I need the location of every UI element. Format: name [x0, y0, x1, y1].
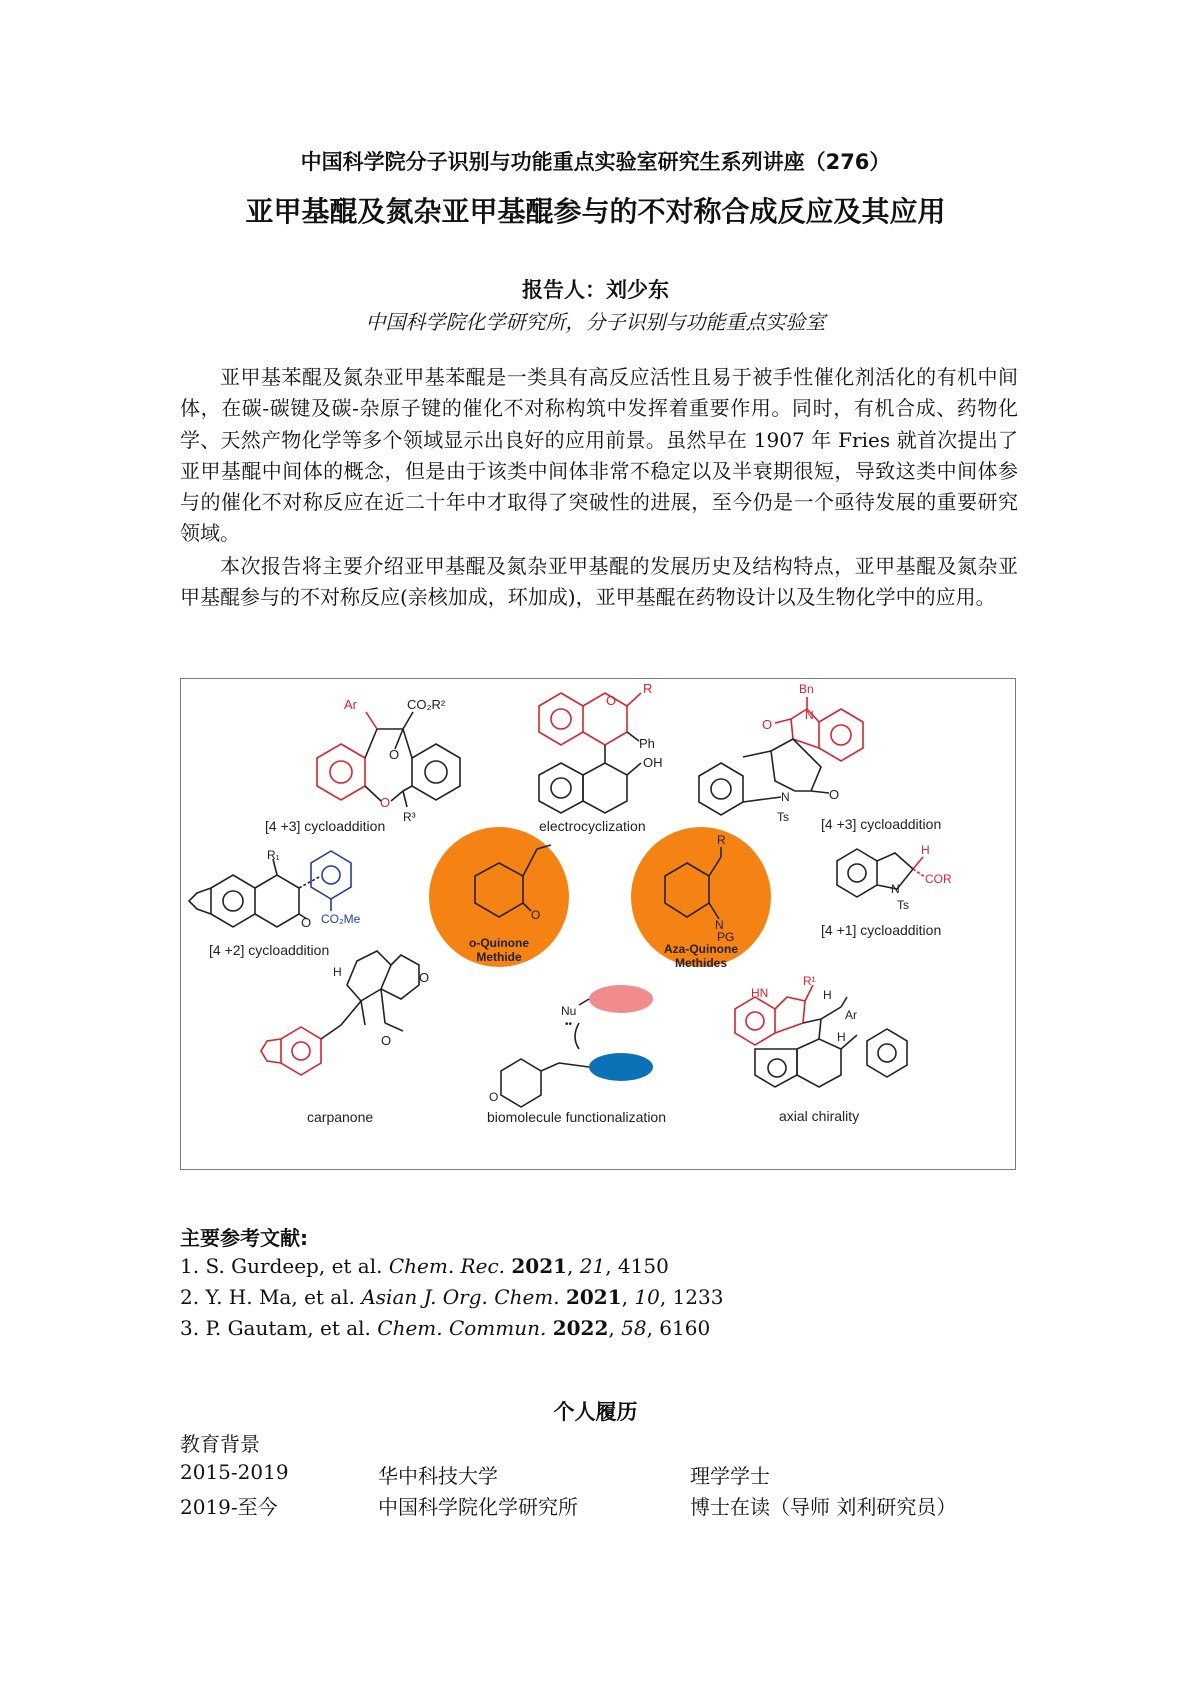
atom-o-carpanone-ketone: O — [419, 970, 430, 985]
atom-o-pqm: O — [489, 1090, 499, 1104]
atom-r1: R₁ — [267, 848, 280, 862]
biomolecule-pink-shape — [589, 985, 653, 1013]
atom-o-lactone: O — [301, 915, 312, 930]
label-4-3-left: [4 +3] cycloaddition — [265, 818, 386, 834]
ref-pages: 6160 — [659, 1316, 711, 1340]
structure-axial — [735, 985, 907, 1087]
aza-label-line2: Methides — [674, 956, 728, 970]
oqm-label-line2: Methide — [476, 950, 522, 964]
ref-pages: 4150 — [617, 1254, 669, 1278]
structure-4-1 — [837, 849, 925, 897]
edu-period-1: 2015-2019 — [180, 1460, 289, 1484]
cv-title: 个人履历 — [553, 1400, 638, 1424]
edu-degree-1: 理学学士 — [690, 1464, 770, 1488]
atom-o-carpanone-ring: O — [381, 1033, 392, 1048]
ref-volume: 21 — [579, 1254, 606, 1278]
ref-journal: Chem. Rec. — [388, 1254, 505, 1278]
reaction-overview-figure — [180, 678, 1016, 1170]
reaction-scheme-graphic — [181, 679, 1017, 1171]
ref-journal: Asian J. Org. Chem. — [361, 1285, 560, 1309]
reference-1: 1. S. Gurdeep, et al. Chem. Rec. 2021, 21, 4150 — [180, 1254, 669, 1278]
references-heading: 主要参考文献: — [180, 1226, 308, 1250]
atom-r1-indole: R¹ — [803, 974, 816, 988]
atom-o-chromene: O — [606, 693, 617, 708]
atom-r3: R³ — [403, 810, 416, 824]
atom-bn: Bn — [799, 682, 814, 696]
label-axial: axial chirality — [779, 1108, 860, 1124]
atom-h-carpanone: H — [333, 965, 342, 979]
ref-pages: 1233 — [672, 1285, 724, 1309]
aza-label-line1: Aza-Quinone — [664, 942, 738, 956]
label-electrocyclization: electrocyclization — [539, 818, 646, 834]
atom-ph: Ph — [639, 736, 655, 751]
ref-year: 2022 — [552, 1316, 609, 1340]
atom-n-axial: H — [837, 1030, 846, 1044]
atom-n-azepine: N — [781, 790, 790, 804]
atom-pg: PG — [717, 930, 735, 944]
abstract-paragraph-2: 本次报告将主要介绍亚甲基醌及氮杂亚甲基醌的发展历史及结构特点，亚甲基醌及氮杂亚甲基醌参与的不对称反应(亲核加成，环加成)，亚甲基醌在药物设计以及生物化学中的应用。 — [180, 554, 1018, 610]
atom-co2r2: CO₂R² — [407, 697, 446, 712]
atom-ts-azepine: Ts — [777, 810, 789, 824]
label-4-2: [4 +2] cycloaddition — [209, 942, 330, 958]
speaker-name: 报告人：刘少东 — [522, 278, 669, 302]
label-4-3-right: [4 +3] cycloaddition — [821, 816, 942, 832]
education-heading: 教育背景 — [180, 1432, 260, 1456]
label-carpanone: carpanone — [307, 1109, 374, 1125]
atom-nu: Nu — [561, 1004, 577, 1018]
atom-oh: OH — [643, 755, 663, 770]
atom-o-ring: O — [380, 795, 391, 810]
lone-pair-dots: •• — [565, 1019, 573, 1030]
ref-year: 2021 — [565, 1285, 622, 1309]
atom-n-indoline: N — [891, 882, 900, 896]
ref-journal: Chem. Commun. — [377, 1316, 547, 1340]
atom-hn: HN — [751, 986, 769, 1000]
atom-r: R — [643, 681, 653, 696]
label-4-1: [4 +1] cycloaddition — [821, 922, 942, 938]
abstract-paragraph-1: 亚甲基苯醌及氮杂亚甲基苯醌是一类具有高反应活性且易于被手性催化剂活化的有机中间体，在碳-碳键及碳-杂原子键的催化不对称构筑中发挥着重要作用。同时，有机合成、药物化学、天然产物化学等多个领域显示出良好的应用前景。虽然早在 1907 年 Fries 就首次提出了亚甲基醌中间体的概念，但是由于该类中间体非常不稳定以及半衰期很短，导致这类中间体参与的催化不对称反应在近二十年中才取得了突破性的进展，至今仍是一个亟待发展的重要研究领域。 — [180, 365, 1018, 546]
atom-ar-axial: Ar — [845, 1008, 857, 1022]
atom-h-indoline: H — [921, 843, 930, 857]
ref-authors: P. Gautam, et al. — [205, 1316, 371, 1340]
atom-o-bridge: O — [389, 747, 400, 762]
atom-ts-indoline: Ts — [897, 898, 909, 912]
ref-volume: 58 — [621, 1316, 647, 1340]
edu-degree-2: 博士在读（导师 刘利研究员） — [690, 1495, 957, 1519]
reference-3: 3. P. Gautam, et al. Chem. Commun. 2022, 58, 6160 — [180, 1316, 711, 1340]
atom-r-aza: R — [717, 833, 726, 847]
ref-year: 2021 — [511, 1254, 568, 1278]
atom-h-axial: H — [823, 988, 832, 1002]
series-title: 中国科学院分子识别与功能重点实验室研究生系列讲座（276） — [300, 150, 891, 174]
atom-n-aza: N — [715, 918, 724, 932]
atom-ar: Ar — [344, 697, 357, 712]
edu-period-2: 2019-至今 — [180, 1495, 278, 1519]
label-biomolecule: biomolecule functionalization — [487, 1109, 666, 1125]
atom-o-azepine: O — [829, 787, 840, 802]
atom-o-oqm: O — [531, 908, 541, 922]
speaker-affiliation: 中国科学院化学研究所，分子识别与功能重点实验室 — [365, 310, 826, 334]
atom-n-oxindole: N — [805, 708, 814, 722]
ref-volume: 10 — [634, 1285, 660, 1309]
atom-o-oxindole: O — [762, 717, 773, 732]
atom-co2me: CO₂Me — [321, 912, 361, 926]
red-benzene-ring — [317, 744, 365, 800]
oqm-label-line1: o-Quinone — [469, 936, 529, 950]
biomolecule-blue-shape — [589, 1053, 653, 1081]
atom-cor: COR — [925, 872, 952, 886]
reference-2: 2. Y. H. Ma, et al. Asian J. Org. Chem. 2021, 10, 1233 — [180, 1285, 724, 1309]
lecture-title: 亚甲基醌及氮杂亚甲基醌参与的不对称合成反应及其应用 — [245, 195, 946, 228]
edu-institution-2: 中国科学院化学研究所 — [378, 1495, 578, 1519]
ref-number: 3. — [180, 1316, 200, 1340]
ref-authors: Y. H. Ma, et al. — [205, 1285, 355, 1309]
ref-authors: S. Gurdeep, et al. — [205, 1254, 383, 1278]
edu-institution-1: 华中科技大学 — [378, 1464, 498, 1488]
ref-number: 1. — [180, 1254, 200, 1278]
ref-number: 2. — [180, 1285, 200, 1309]
structure-electrocyclization — [539, 693, 641, 813]
